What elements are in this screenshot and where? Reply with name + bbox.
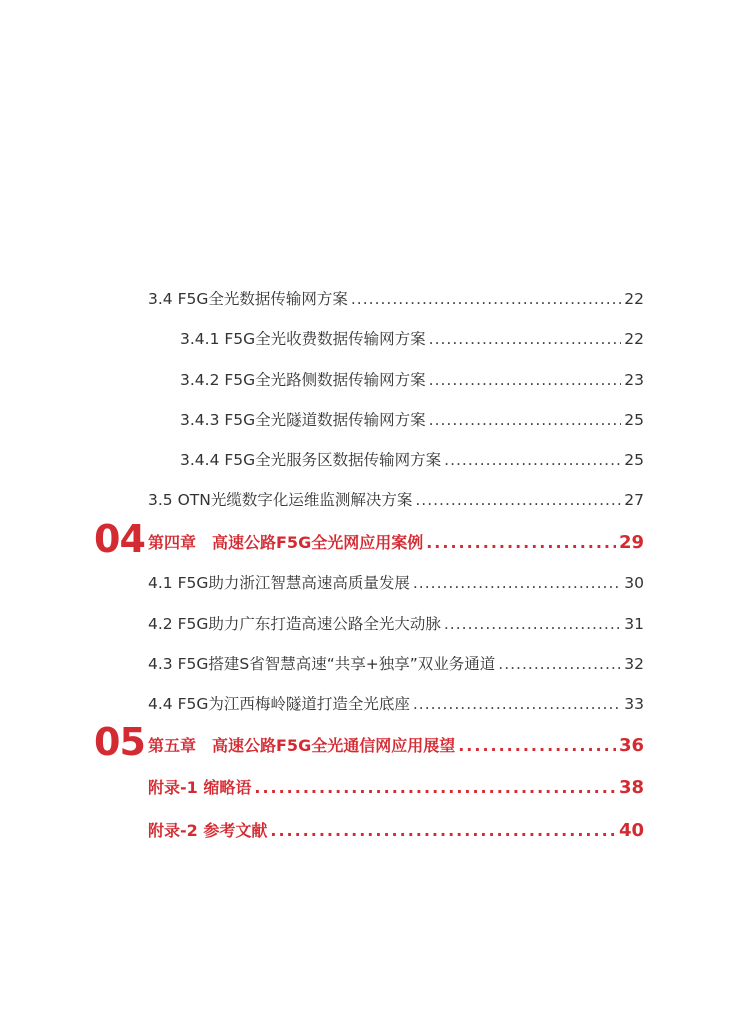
toc-entry-3-4-3[interactable] bbox=[180, 408, 644, 430]
toc-chapter-page: 36 bbox=[618, 735, 644, 756]
leader-dots bbox=[429, 371, 622, 389]
toc-entry-title: 4.1 F5G助力浙江智慧高速高质量发展 bbox=[148, 574, 410, 592]
toc-entry-4-4[interactable] bbox=[148, 692, 644, 714]
toc-appendix-page: 40 bbox=[618, 820, 644, 841]
toc-chapter-5[interactable] bbox=[148, 733, 644, 756]
toc-entry-page: 22 bbox=[624, 330, 644, 348]
toc-entry-page: 25 bbox=[624, 411, 644, 429]
toc-entry-page: 23 bbox=[624, 371, 644, 389]
toc-entry-4-3[interactable] bbox=[148, 652, 644, 674]
toc-entry-title: 3.4.2 F5G全光路侧数据传输网方案 bbox=[180, 371, 426, 389]
toc-entry-3-4[interactable] bbox=[148, 287, 644, 309]
toc-entry-3-4-2[interactable] bbox=[180, 368, 644, 390]
toc-entry-title: 3.4.3 F5G全光隧道数据传输网方案 bbox=[180, 411, 426, 429]
toc-entry-3-4-1[interactable] bbox=[180, 327, 644, 349]
leader-dots bbox=[413, 574, 621, 592]
toc-entry-title: 4.3 F5G搭建S省智慧高速“共享+独享”双业务通道 bbox=[148, 655, 496, 673]
leader-dots bbox=[429, 411, 622, 429]
leader-dots bbox=[254, 778, 616, 797]
leader-dots bbox=[415, 491, 621, 509]
toc-entry-3-5[interactable] bbox=[148, 488, 644, 510]
toc-appendix-title: 附录-1 缩略语 bbox=[148, 778, 252, 797]
leader-dots bbox=[429, 330, 622, 348]
toc-entry-title: 3.4.4 F5G全光服务区数据传输网方案 bbox=[180, 451, 442, 469]
toc-appendix-1[interactable] bbox=[148, 775, 644, 798]
leader-dots bbox=[270, 821, 616, 840]
toc-entry-page: 30 bbox=[624, 574, 644, 592]
toc-chapter-page: 29 bbox=[618, 532, 644, 553]
toc-appendix-page: 38 bbox=[618, 777, 644, 798]
leader-dots bbox=[413, 695, 621, 713]
leader-dots bbox=[426, 533, 616, 552]
toc-entry-4-1[interactable] bbox=[148, 571, 644, 593]
toc-entry-title: 3.4.1 F5G全光收费数据传输网方案 bbox=[180, 330, 426, 348]
leader-dots bbox=[351, 290, 621, 308]
toc-entry-page: 25 bbox=[624, 451, 644, 469]
leader-dots bbox=[444, 451, 621, 469]
chapter-number-05: 05 bbox=[94, 720, 145, 764]
toc-entry-page: 27 bbox=[624, 491, 644, 509]
leader-dots bbox=[458, 736, 616, 755]
toc-chapter-title: 第四章 高速公路F5G全光网应用案例 bbox=[148, 533, 424, 552]
toc-entry-title: 3.5 OTN光缆数字化运维监测解决方案 bbox=[148, 491, 413, 509]
chapter-number-04: 04 bbox=[94, 517, 145, 561]
toc-entry-page: 31 bbox=[624, 615, 644, 633]
toc-entry-3-4-4[interactable] bbox=[180, 448, 644, 470]
toc-appendix-title: 附录-2 参考文献 bbox=[148, 821, 268, 840]
toc-appendix-2[interactable] bbox=[148, 818, 644, 841]
leader-dots bbox=[498, 655, 621, 673]
toc-chapter-title: 第五章 高速公路F5G全光通信网应用展望 bbox=[148, 736, 456, 755]
toc-entry-4-2[interactable] bbox=[148, 612, 644, 634]
toc-entry-title: 4.2 F5G助力广东打造高速公路全光大动脉 bbox=[148, 615, 441, 633]
toc-entry-title: 3.4 F5G全光数据传输网方案 bbox=[148, 290, 348, 308]
toc-entry-page: 22 bbox=[624, 290, 644, 308]
toc-entry-page: 32 bbox=[624, 655, 644, 673]
toc-chapter-4[interactable] bbox=[148, 530, 644, 553]
toc-entry-title: 4.4 F5G为江西梅岭隧道打造全光底座 bbox=[148, 695, 410, 713]
toc-entry-page: 33 bbox=[624, 695, 644, 713]
leader-dots bbox=[444, 615, 621, 633]
